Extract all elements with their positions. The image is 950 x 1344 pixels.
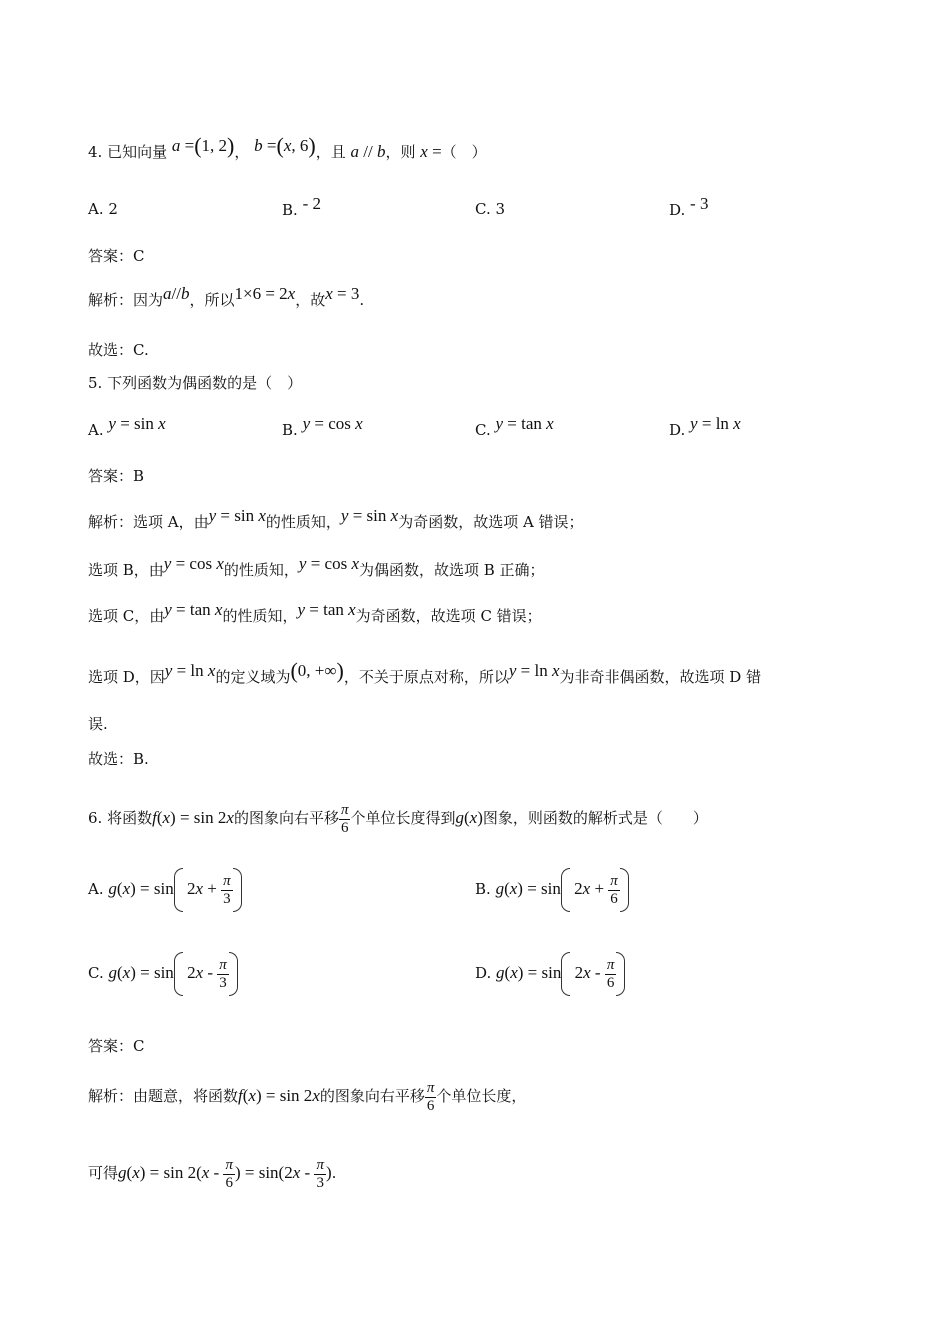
q4-option-b: B. - 2	[282, 194, 321, 219]
q5-choice: 故选：B.	[88, 750, 149, 768]
q5-option-b: B. y = cos x	[282, 414, 363, 439]
q5-stem: 5. 下列函数为偶函数的是（ ）	[88, 374, 303, 392]
q6-option-d: D. g(x) = sin 2x - $\frac{\pi}{6}$	[475, 952, 625, 996]
q4-option-c: C. 3	[475, 200, 506, 218]
parallel-expr: a // b	[350, 142, 386, 161]
vector-b-expr: b =(x, 6)	[254, 133, 316, 158]
q6-option-a: A. g(x) = sin 2x + $\frac{\pi}{3}$	[88, 868, 242, 912]
q4-answer: 答案：C	[88, 247, 145, 265]
vector-a-expr: a =(1, 2)	[171, 133, 235, 158]
q5-option-c: C. y = tan x	[475, 414, 554, 439]
q6-answer: 答案：C	[88, 1037, 145, 1055]
q6-option-b: B. g(x) = sin 2x + $\frac{\pi}{6}$	[475, 868, 629, 912]
x-equals: x =	[420, 142, 442, 161]
q6-stem: 6. 将函数f(x) = sin 2x的图象向右平移 $\frac{\pi}{6}$ 个单位长度得到g(x)图象，则函数的解析式是（ ）	[88, 801, 708, 836]
q5-analysis-4: 选项 D，因y = ln x的定义域为(0, +∞)，不关于原点对称，所以y = ln x为非奇非偶函数，故选项 D 错	[88, 658, 762, 686]
q4-stem: 4. 已知向量 a =(1, 2)， b =(x, 6)，且 a // b，则 x =（ ）	[88, 133, 487, 161]
q5-option-a: A. y = sin x	[88, 414, 166, 439]
q5-analysis-3: 选项 C，由y = tan x的性质知，y = tan x为奇函数，故选项 C 错误；	[88, 600, 542, 625]
q5-analysis-2: 选项 B，由y = cos x的性质知，y = cos x为偶函数，故选项 B 正确；	[88, 554, 545, 579]
q4-option-d: D. - 3	[669, 194, 709, 219]
q5-analysis-1: 解析：选项 A，由y = sin x的性质知，y = sin x为奇函数，故选项 A 错误；	[88, 506, 584, 531]
q4-analysis: 解析：因为a//b，所以1×6 = 2x，故x = 3.	[88, 284, 365, 309]
q6-option-c: C. g(x) = sin 2x - $\frac{\pi}{3}$	[88, 952, 238, 996]
q5-option-d: D. y = ln x	[669, 414, 741, 439]
q5-analysis-5: 误.	[88, 715, 108, 733]
q6-analysis-2: 可得g(x) = sin 2(x - $\frac{\pi}{6}$ ) = sin(2x - $\frac{\pi}{3}$ ).	[88, 1156, 337, 1191]
q5-answer: 答案：B	[88, 467, 145, 485]
q6-analysis-1: 解析：由题意，将函数f(x) = sin 2x的图象向右平移 $\frac{\pi}{6}$ 个单位长度，	[88, 1079, 527, 1114]
q4-option-a: A. 2	[88, 200, 118, 218]
q4-choice: 故选：C.	[88, 341, 149, 359]
